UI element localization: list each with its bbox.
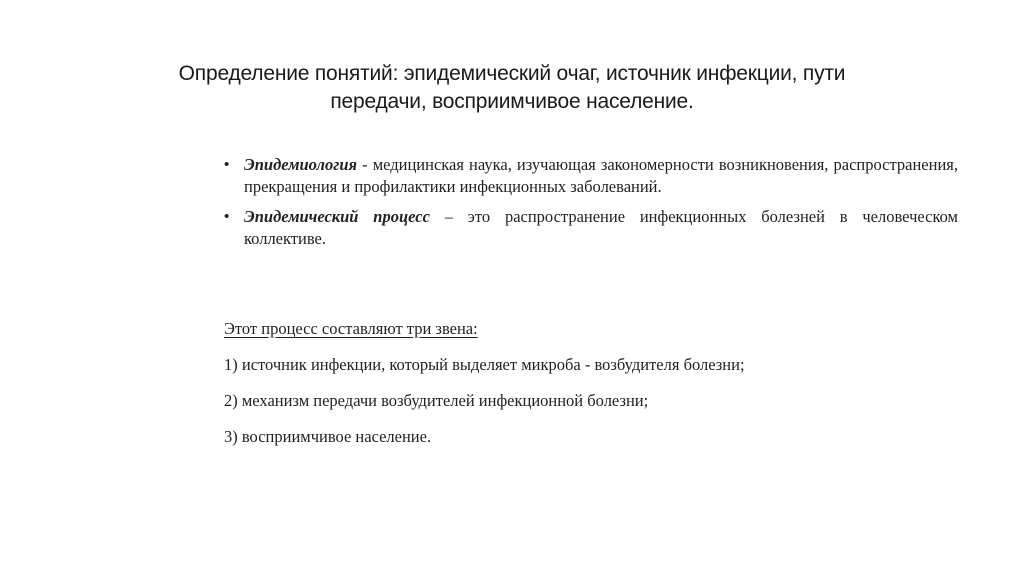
process-links-heading: Этот процесс составляют три звена: (224, 319, 478, 338)
bullet-icon: • (224, 208, 230, 225)
definition-item-epidemiology (224, 154, 958, 198)
definition-item-epidemic-process (224, 206, 958, 250)
slide-content (224, 154, 958, 258)
definition-term: Эпидемиология (244, 155, 357, 174)
process-link-item: 2) механизм передачи возбудителей инфекционной болезни; (224, 391, 649, 410)
slide-title (110, 60, 914, 116)
definition-list (224, 154, 958, 250)
definition-separator: – (429, 207, 468, 226)
definition-separator: - (357, 155, 373, 174)
slide-title-line-2: передачи, восприимчивое население. (330, 90, 694, 113)
bullet-icon: • (224, 156, 230, 173)
slide-title-line-1: Определение понятий: эпидемический очаг, источник инфекции, пути (178, 62, 846, 85)
definition-term: Эпидемический процесс (244, 207, 430, 226)
definition-text: медицинская наука, изучающая закономерности возникновения, распространения, прекращения и профилактики инфекционных заболеваний. (244, 155, 958, 196)
process-link-item: 3) восприимчивое население. (224, 427, 432, 446)
definition-text: это распространение инфекционных болезней в человеческом коллективе. (244, 207, 958, 248)
process-link-item: 1) источник инфекции, который выделяет микроба - возбудителя болезни; (224, 355, 745, 374)
process-links-section (224, 318, 958, 462)
